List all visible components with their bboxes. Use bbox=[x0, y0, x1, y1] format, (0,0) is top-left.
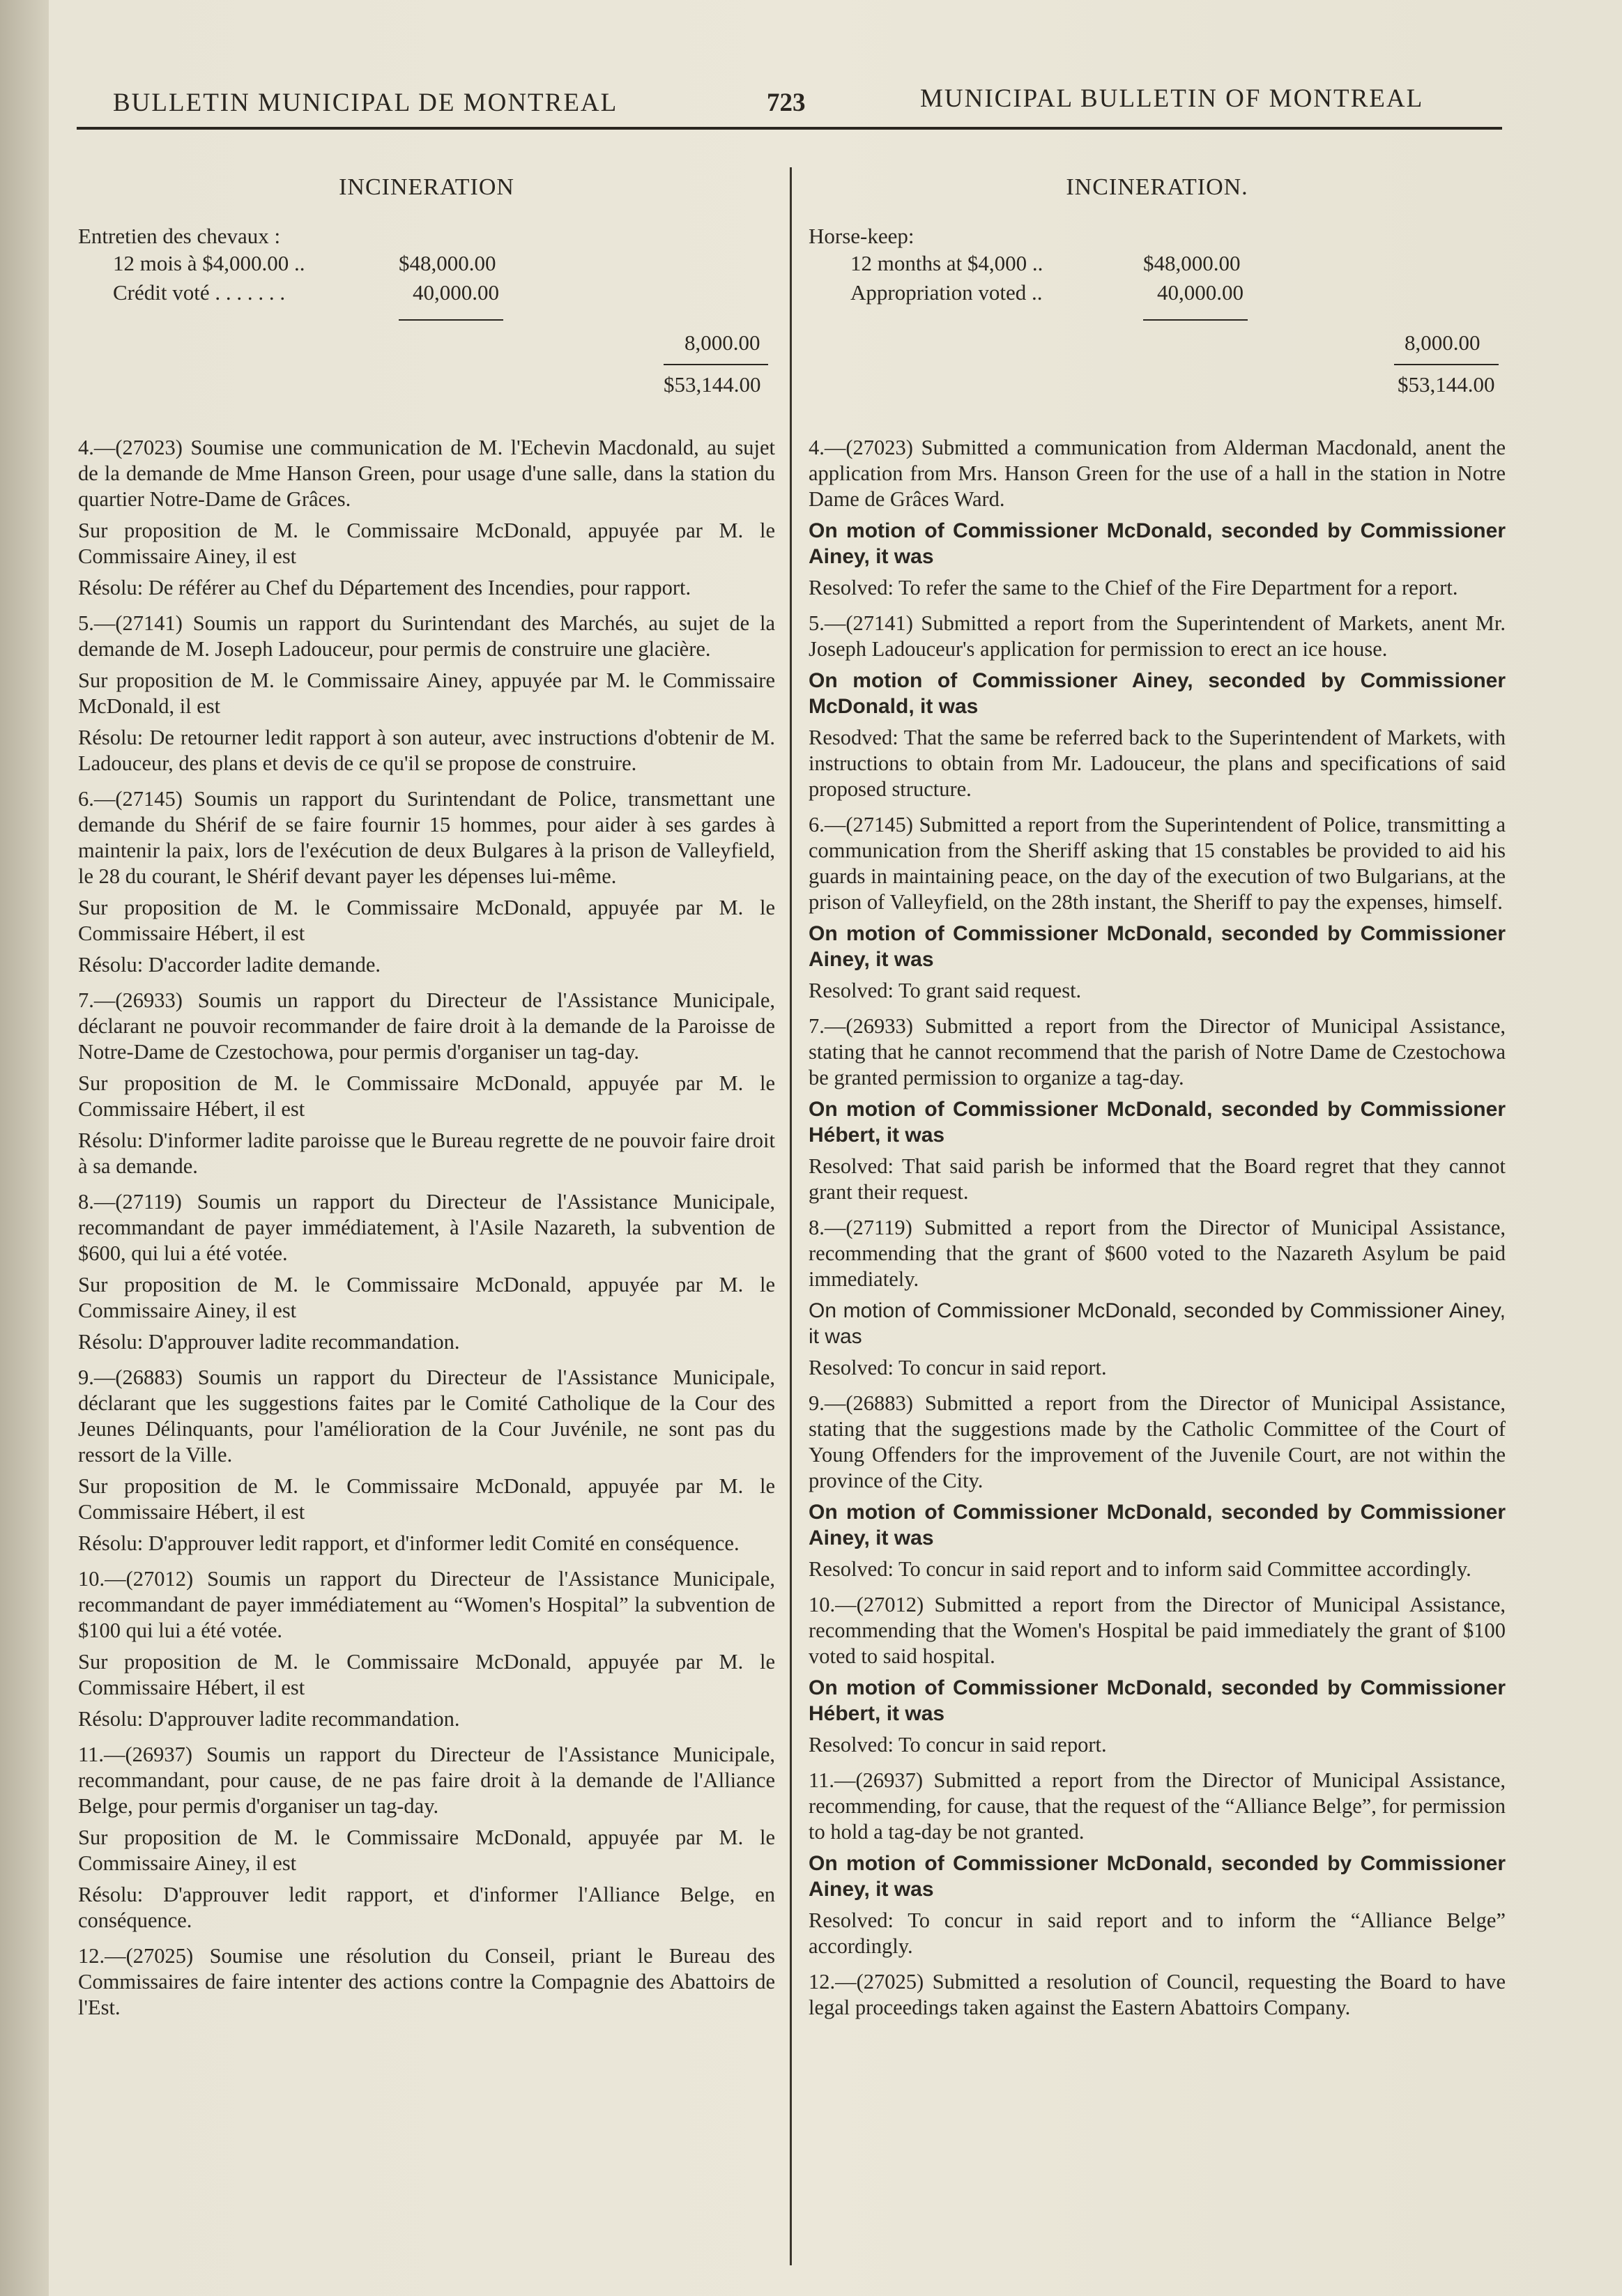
appropriation-label: Appropriation voted .. bbox=[850, 280, 1043, 305]
item-text: 10.—(27012) Soumis un rapport du Directeur de l'Assistance Municipale, recommandant de payer immédiatement au “Women's Hospital” la subvention de $100 qui lui a été votée. bbox=[78, 1567, 775, 1642]
item-resolution: Résolu: D'approuver ledit rapport, et d'informer ledit Comité en conséquence. bbox=[78, 1531, 740, 1555]
minute-item-8 bbox=[809, 1215, 1506, 1381]
item-motion: On motion of Commissioner McDonald, seconded by Commissioner Hébert, it was bbox=[809, 1098, 1506, 1147]
minute-item-7 bbox=[809, 1013, 1506, 1205]
item-motion: On motion of Commissioner McDonald, seconded by Commissioner Ainey, it was bbox=[809, 1299, 1506, 1348]
page-number: 723 bbox=[767, 89, 806, 117]
total-rule bbox=[664, 364, 768, 365]
cost-row bbox=[809, 251, 1506, 280]
total-amount: $53,144.00 bbox=[1398, 372, 1495, 397]
item-text: 12.—(27025) Submitted a resolution of Council, requesting the Board to have legal proceedings taken against the Eastern Abattoirs Company. bbox=[809, 1970, 1506, 2019]
cost-label: 12 mois à $4,000.00 .. bbox=[113, 251, 305, 275]
total-amount: $53,144.00 bbox=[664, 372, 761, 397]
header-title-french: BULLETIN MUNICIPAL DE MONTREAL bbox=[113, 89, 618, 117]
item-text: 5.—(27141) Submitted a report from the Superintendent of Markets, anent Mr. Joseph Ladouceur's application for permission to erect an ice house. bbox=[809, 611, 1506, 661]
appropriation-label: Crédit voté . . . . . . . bbox=[113, 280, 286, 305]
appropriation-amount: 40,000.00 bbox=[413, 280, 499, 305]
item-resolution: Résolu: D'approuver ladite recommandation. bbox=[78, 1707, 460, 1731]
item-text: 8.—(27119) Soumis un rapport du Directeur de l'Assistance Municipale, recommandant de payer immédiatement, à l'Asile Nazareth, la subvention de $600, qui lui a été votée. bbox=[78, 1190, 775, 1265]
minute-item-4 bbox=[809, 435, 1506, 601]
minute-item-11 bbox=[78, 1742, 775, 1934]
item-resolution: Résolu: D'approuver ledit rapport, et d'informer l'Alliance Belge, en conséquence. bbox=[78, 1883, 775, 1932]
subtotal-rule bbox=[399, 319, 503, 321]
english-column bbox=[809, 174, 1506, 2030]
item-text: 11.—(26937) Submitted a report from the Director of Municipal Assistance, recommending, for cause, that the request of the “Alliance Belge”, for permission to hold a tag-day be not granted. bbox=[809, 1768, 1506, 1844]
minute-item-12 bbox=[809, 1969, 1506, 2021]
item-text: 9.—(26883) Submitted a report from the Director of Municipal Assistance, stating that the suggestions made by the Catholic Committee of the Court of Young Offenders for the improvement of the Juvenile Court, are not within the province of the City. bbox=[809, 1391, 1506, 1492]
item-resolution: Resolved: That said parish be informed that the Board regret that they cannot grant their request. bbox=[809, 1154, 1506, 1204]
item-resolution: Resolved: To concur in said report and to inform said Committee accordingly. bbox=[809, 1557, 1471, 1581]
cost-amount: $48,000.00 bbox=[399, 251, 496, 275]
item-motion: On motion of Commissioner McDonald, seconded by Commissioner Ainey, it was bbox=[809, 1501, 1506, 1549]
item-motion: Sur proposition de M. le Commissaire McDonald, appuyée par M. le Commissaire Hébert, il est bbox=[78, 896, 775, 945]
item-resolution: Resolved: To concur in said report. bbox=[809, 1733, 1107, 1757]
item-motion: On motion of Commissioner McDonald, seconded by Commissioner Ainey, it was bbox=[809, 922, 1506, 971]
item-resolution: Résolu: D'approuver ladite recommandation. bbox=[78, 1330, 460, 1354]
horse-keep-subhead: Entretien des chevaux : bbox=[78, 224, 281, 248]
subtotal-rule bbox=[1143, 319, 1248, 321]
item-text: 11.—(26937) Soumis un rapport du Directeur de l'Assistance Municipale, recommandant, pour cause, de ne pas faire droit à la demande de l'Alliance Belge, pour permis d'organiser un tag-day. bbox=[78, 1743, 775, 1818]
header-rule bbox=[77, 127, 1502, 130]
item-resolution: Resolved: To concur in said report. bbox=[809, 1356, 1107, 1379]
french-column bbox=[78, 174, 775, 2030]
minute-item-6 bbox=[809, 812, 1506, 1004]
cost-label: 12 months at $4,000 .. bbox=[850, 251, 1043, 275]
item-text: 12.—(27025) Soumise une résolution du Conseil, priant le Bureau des Commissaires de faire intenter des actions contre la Compagnie des Abattoirs de l'Est. bbox=[78, 1944, 775, 2019]
minute-item-10 bbox=[78, 1566, 775, 1732]
minute-item-9 bbox=[809, 1391, 1506, 1582]
item-motion: On motion of Commissioner Ainey, seconded by Commissioner McDonald, it was bbox=[809, 669, 1506, 718]
item-resolution: Résolu: De retourner ledit rapport à son auteur, avec instructions d'obtenir de M. Ladouceur, des plans et devis de ce qu'il se propose de construire. bbox=[78, 726, 775, 775]
item-text: 7.—(26933) Submitted a report from the Director of Municipal Assistance, stating that he cannot recommend that the parish of Notre Dame de Czestochowa be granted permission to organize a tag-day. bbox=[809, 1014, 1506, 1089]
item-text: 4.—(27023) Soumise une communication de M. l'Echevin Macdonald, au sujet de la demande de Mme Hanson Green, pour usage d'une salle, dans la station du quartier Notre-Dame de Grâces. bbox=[78, 436, 775, 511]
section-title: INCINERATION bbox=[339, 174, 514, 200]
item-resolution: Résolu: D'accorder ladite demande. bbox=[78, 953, 381, 977]
difference-amount: 8,000.00 bbox=[684, 330, 760, 355]
item-motion: Sur proposition de M. le Commissaire McDonald, appuyée par M. le Commissaire Hébert, il est bbox=[78, 1071, 775, 1121]
cost-amount: $48,000.00 bbox=[1143, 251, 1241, 275]
horse-keep-subhead: Horse-keep: bbox=[809, 224, 915, 248]
minute-item-11 bbox=[809, 1768, 1506, 1959]
minute-item-12 bbox=[78, 1943, 775, 2021]
item-text: 9.—(26883) Soumis un rapport du Directeur de l'Assistance Municipale, déclarant que les suggestions faites par le Comité Catholique de la Cour des Jeunes Délinquants, pour l'amélioration de la Cour Juvénile, ne sont pas du ressort de la Ville. bbox=[78, 1365, 775, 1467]
item-motion: Sur proposition de M. le Commissaire McDonald, appuyée par M. le Commissaire Hébert, il est bbox=[78, 1474, 775, 1524]
item-motion: Sur proposition de M. le Commissaire McDonald, appuyée par M. le Commissaire Ainey, il est bbox=[78, 1826, 775, 1875]
appropriation-row bbox=[809, 280, 1506, 309]
difference-amount: 8,000.00 bbox=[1405, 330, 1481, 355]
item-motion: Sur proposition de M. le Commissaire McDonald, appuyée par M. le Commissaire Ainey, il est bbox=[78, 1273, 775, 1322]
item-motion: On motion of Commissioner McDonald, seconded by Commissioner Ainey, it was bbox=[809, 519, 1506, 568]
item-text: 6.—(27145) Submitted a report from the Superintendent of Police, transmitting a communication from the Sheriff asking that 15 constables be provided to aid his guards in maintaining peace, on the day of the execution of two Bulgarians, at the prison of Valleyfield, on the 28th instant, the Sheriff to pay the expenses, himself. bbox=[809, 813, 1506, 914]
item-resolution: Résolu: D'informer ladite paroisse que le Bureau regrette de ne pouvoir faire droit à sa demande. bbox=[78, 1128, 775, 1178]
totals-block bbox=[78, 309, 775, 435]
minute-item-8 bbox=[78, 1189, 775, 1355]
minute-item-5 bbox=[809, 611, 1506, 802]
item-motion: Sur proposition de M. le Commissaire McDonald, appuyée par M. le Commissaire Ainey, il est bbox=[78, 519, 775, 568]
item-text: 10.—(27012) Submitted a report from the Director of Municipal Assistance, recommending that the Women's Hospital be paid immediately the grant of $100 voted to said hospital. bbox=[809, 1593, 1506, 1668]
item-motion: Sur proposition de M. le Commissaire McDonald, appuyée par M. le Commissaire Hébert, il est bbox=[78, 1650, 775, 1699]
minute-item-4 bbox=[78, 435, 775, 601]
page-binding-shadow bbox=[0, 0, 49, 2296]
total-rule bbox=[1394, 364, 1499, 365]
minute-item-9 bbox=[78, 1365, 775, 1556]
minute-item-5 bbox=[78, 611, 775, 776]
item-motion: Sur proposition de M. le Commissaire Ainey, appuyée par M. le Commissaire McDonald, il est bbox=[78, 668, 775, 718]
item-text: 5.—(27141) Soumis un rapport du Surintendant des Marchés, au sujet de la demande de M. Joseph Ladouceur, pour permis de construire une glacière. bbox=[78, 611, 775, 661]
minute-item-7 bbox=[78, 988, 775, 1179]
column-divider bbox=[790, 167, 792, 2265]
item-motion: On motion of Commissioner McDonald, seconded by Commissioner Hébert, it was bbox=[809, 1676, 1506, 1725]
minute-item-6 bbox=[78, 786, 775, 978]
item-resolution: Resodved: That the same be referred back to the Superintendent of Markets, with instructions to obtain from Mr. Ladouceur, the plans and specifications of said proposed structure. bbox=[809, 726, 1506, 801]
appropriation-row bbox=[78, 280, 775, 309]
appropriation-amount: 40,000.00 bbox=[1157, 280, 1244, 305]
item-text: 7.—(26933) Soumis un rapport du Directeur de l'Assistance Municipale, déclarant ne pouvoir recommander de faire droit à la demande de la Paroisse de Notre-Dame de Czestochowa, pour permis d'organiser un tag-day. bbox=[78, 988, 775, 1064]
item-text: 4.—(27023) Submitted a communication from Alderman Macdonald, anent the application from Mrs. Hanson Green for the use of a hall in the station in Notre Dame de Grâces Ward. bbox=[809, 436, 1506, 511]
header-title-english: MUNICIPAL BULLETIN OF MONTREAL bbox=[920, 84, 1424, 113]
minute-item-10 bbox=[809, 1592, 1506, 1758]
item-text: 6.—(27145) Soumis un rapport du Surintendant de Police, transmettant une demande du Shérif de se faire fournir 15 hommes, pour aider à ses gardes à maintenir la paix, lors de l'exécution de deux Bulgares à la prison de Valleyfield, le 28 du courant, le Shérif devant payer les dépenses lui-même. bbox=[78, 787, 775, 888]
item-resolution: Resolved: To refer the same to the Chief of the Fire Department for a report. bbox=[809, 576, 1458, 599]
item-motion: On motion of Commissioner McDonald, seconded by Commissioner Ainey, it was bbox=[809, 1852, 1506, 1901]
item-resolution: Resolved: To grant said request. bbox=[809, 979, 1082, 1002]
totals-block bbox=[809, 309, 1506, 435]
item-resolution: Résolu: De référer au Chef du Département des Incendies, pour rapport. bbox=[78, 576, 691, 599]
cost-row bbox=[78, 251, 775, 280]
page-header bbox=[105, 78, 1506, 127]
item-text: 8.—(27119) Submitted a report from the Director of Municipal Assistance, recommending that the grant of $600 voted to the Nazareth Asylum be paid immediately. bbox=[809, 1216, 1506, 1291]
item-resolution: Resolved: To concur in said report and to inform the “Alliance Belge” accordingly. bbox=[809, 1908, 1506, 1958]
section-title: INCINERATION. bbox=[1066, 174, 1248, 200]
